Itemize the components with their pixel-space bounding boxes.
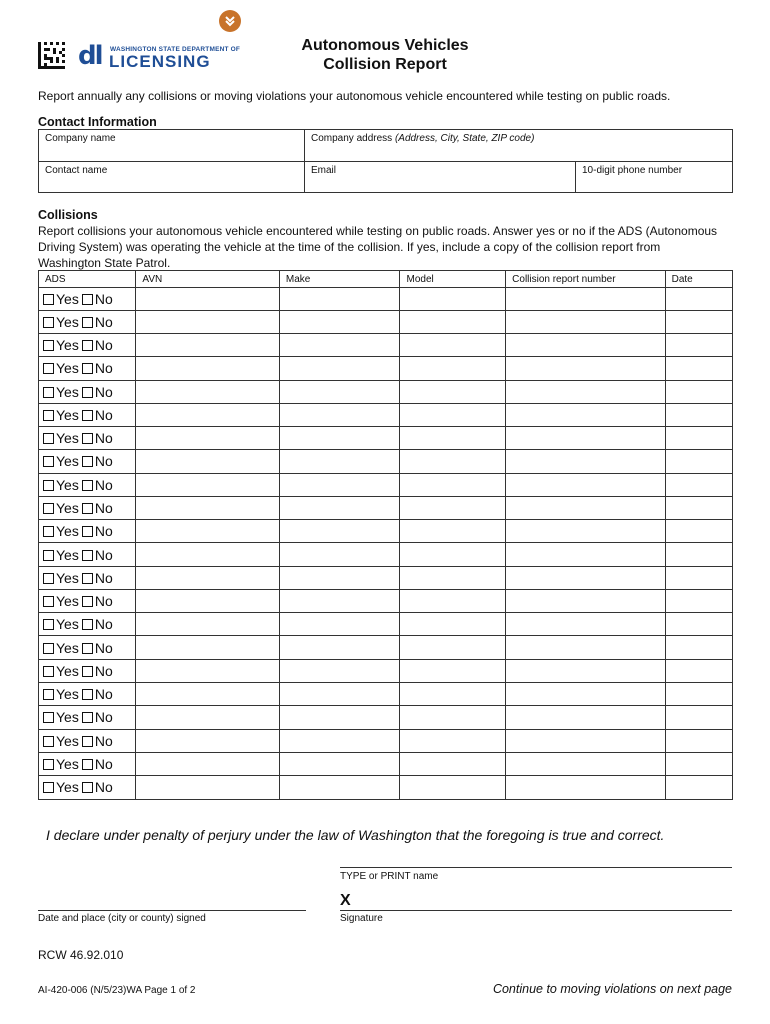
avn-cell[interactable] bbox=[136, 334, 279, 357]
ads-yes-checkbox[interactable] bbox=[43, 317, 54, 328]
ads-no-label: No bbox=[94, 406, 113, 423]
date-place-label: Date and place (city or county) signed bbox=[38, 913, 206, 924]
email-label: Email bbox=[311, 165, 337, 176]
make-cell[interactable] bbox=[279, 520, 400, 543]
report-number-cell[interactable] bbox=[506, 310, 665, 333]
logo-dept-line: WASHINGTON STATE DEPARTMENT OF bbox=[110, 46, 241, 53]
company-name-label: Company name bbox=[45, 133, 116, 144]
ads-yes-label: Yes bbox=[56, 755, 79, 772]
avn-cell[interactable] bbox=[136, 636, 279, 659]
ads-yes-label: Yes bbox=[56, 546, 79, 563]
date-cell[interactable] bbox=[665, 543, 732, 566]
date-cell[interactable] bbox=[665, 636, 732, 659]
ads-no-label: No bbox=[94, 755, 113, 772]
intro-text: Report annually any collisions or moving violations your autonomous vehicle encountered while testing on public roads. bbox=[38, 89, 671, 103]
model-cell[interactable] bbox=[400, 380, 506, 403]
signature-label: Signature bbox=[340, 913, 383, 924]
report-number-cell[interactable] bbox=[506, 776, 665, 799]
table-row bbox=[39, 729, 732, 752]
report-number-cell[interactable] bbox=[506, 334, 665, 357]
contact-name-field[interactable] bbox=[39, 162, 304, 192]
ads-no-checkbox[interactable] bbox=[82, 410, 93, 421]
table-row bbox=[39, 543, 732, 566]
make-cell[interactable] bbox=[279, 287, 400, 310]
table-row bbox=[39, 659, 732, 682]
avn-cell[interactable] bbox=[136, 520, 279, 543]
ads-yes-checkbox[interactable] bbox=[43, 666, 54, 677]
date-cell[interactable] bbox=[665, 566, 732, 589]
model-cell[interactable] bbox=[400, 520, 506, 543]
ads-cell bbox=[39, 659, 136, 682]
column-header: Collision report number bbox=[506, 271, 665, 287]
ads-no-checkbox[interactable] bbox=[82, 340, 93, 351]
date-cell[interactable] bbox=[665, 496, 732, 519]
ads-yes-label: Yes bbox=[56, 686, 79, 703]
collisions-table bbox=[38, 270, 733, 800]
date-cell[interactable] bbox=[665, 613, 732, 636]
ads-no-label: No bbox=[94, 313, 113, 330]
ads-no-checkbox[interactable] bbox=[82, 294, 93, 305]
ads-cell bbox=[39, 566, 136, 589]
table-row bbox=[39, 706, 732, 729]
model-cell[interactable] bbox=[400, 729, 506, 752]
model-cell[interactable] bbox=[400, 752, 506, 775]
company-address-field[interactable] bbox=[305, 130, 732, 161]
ads-no-checkbox[interactable] bbox=[82, 317, 93, 328]
make-cell[interactable] bbox=[279, 450, 400, 473]
model-cell[interactable] bbox=[400, 403, 506, 426]
make-cell[interactable] bbox=[279, 380, 400, 403]
report-number-cell[interactable] bbox=[506, 380, 665, 403]
ads-yes-checkbox[interactable] bbox=[43, 294, 54, 305]
ads-cell bbox=[39, 752, 136, 775]
model-cell[interactable] bbox=[400, 706, 506, 729]
date-cell[interactable] bbox=[665, 380, 732, 403]
ads-cell bbox=[39, 473, 136, 496]
dol-logo bbox=[78, 41, 241, 72]
avn-cell[interactable] bbox=[136, 357, 279, 380]
ads-no-label: No bbox=[94, 639, 113, 656]
make-cell[interactable] bbox=[279, 473, 400, 496]
collisions-description: Report collisions your autonomous vehicle encountered while testing on public roads. Answer yes or no if the ADS (Autonomous Driving System) was operating the vehicle at the time of the collision. If yes, include a copy of the collision report from Washington State Patrol. bbox=[38, 224, 718, 270]
ads-yes-label: Yes bbox=[56, 709, 79, 726]
contact-table bbox=[38, 129, 733, 193]
table-row bbox=[39, 683, 732, 706]
model-cell[interactable] bbox=[400, 473, 506, 496]
continue-note: Continue to moving violations on next page bbox=[492, 982, 732, 996]
table-row bbox=[39, 589, 732, 612]
ads-yes-label: Yes bbox=[56, 453, 79, 470]
report-number-cell[interactable] bbox=[506, 496, 665, 519]
ads-no-checkbox[interactable] bbox=[82, 666, 93, 677]
ads-cell bbox=[39, 520, 136, 543]
avn-cell[interactable] bbox=[136, 706, 279, 729]
ads-no-label: No bbox=[94, 360, 113, 377]
column-header: Model bbox=[400, 271, 506, 287]
company-name-field[interactable] bbox=[39, 130, 304, 161]
avn-cell[interactable] bbox=[136, 776, 279, 799]
date-cell[interactable] bbox=[665, 334, 732, 357]
barcode-icon bbox=[38, 42, 65, 69]
make-cell[interactable] bbox=[279, 636, 400, 659]
ads-no-label: No bbox=[94, 337, 113, 354]
ads-no-label: No bbox=[94, 453, 113, 470]
ads-no-checkbox[interactable] bbox=[82, 689, 93, 700]
report-number-cell[interactable] bbox=[506, 450, 665, 473]
report-number-cell[interactable] bbox=[506, 520, 665, 543]
table-row bbox=[39, 380, 732, 403]
ads-yes-label: Yes bbox=[56, 500, 79, 517]
column-header: AVN bbox=[136, 271, 279, 287]
date-cell[interactable] bbox=[665, 450, 732, 473]
form-number: AI-420-006 (N/5/23)WA Page 1 of 2 bbox=[38, 985, 196, 996]
ads-yes-label: Yes bbox=[56, 360, 79, 377]
ads-no-label: No bbox=[94, 686, 113, 703]
ads-yes-label: Yes bbox=[56, 732, 79, 749]
report-number-cell[interactable] bbox=[506, 589, 665, 612]
report-number-cell[interactable] bbox=[506, 683, 665, 706]
table-row bbox=[39, 403, 732, 426]
ads-no-label: No bbox=[94, 593, 113, 610]
model-cell[interactable] bbox=[400, 334, 506, 357]
ads-cell bbox=[39, 380, 136, 403]
make-cell[interactable] bbox=[279, 496, 400, 519]
make-cell[interactable] bbox=[279, 752, 400, 775]
make-cell[interactable] bbox=[279, 776, 400, 799]
make-cell[interactable] bbox=[279, 403, 400, 426]
date-cell[interactable] bbox=[665, 310, 732, 333]
avn-cell[interactable] bbox=[136, 566, 279, 589]
table-row bbox=[39, 473, 732, 496]
date-cell[interactable] bbox=[665, 357, 732, 380]
report-number-cell[interactable] bbox=[506, 636, 665, 659]
ads-yes-label: Yes bbox=[56, 430, 79, 447]
ads-no-checkbox[interactable] bbox=[82, 782, 93, 793]
ads-yes-label: Yes bbox=[56, 662, 79, 679]
ads-no-checkbox[interactable] bbox=[82, 456, 93, 467]
ads-no-checkbox[interactable] bbox=[82, 433, 93, 444]
ads-no-checkbox[interactable] bbox=[82, 643, 93, 654]
ads-yes-label: Yes bbox=[56, 406, 79, 423]
ads-yes-checkbox[interactable] bbox=[43, 736, 54, 747]
page-title bbox=[270, 36, 500, 74]
model-cell[interactable] bbox=[400, 310, 506, 333]
make-cell[interactable] bbox=[279, 659, 400, 682]
phone-label: 10-digit phone number bbox=[582, 165, 683, 176]
collisions-heading: Collisions bbox=[38, 208, 98, 222]
table-row bbox=[39, 752, 732, 775]
table-row bbox=[39, 334, 732, 357]
avn-cell[interactable] bbox=[136, 613, 279, 636]
avn-cell[interactable] bbox=[136, 380, 279, 403]
report-number-cell[interactable] bbox=[506, 613, 665, 636]
ads-yes-checkbox[interactable] bbox=[43, 503, 54, 514]
ads-cell bbox=[39, 636, 136, 659]
model-cell[interactable] bbox=[400, 659, 506, 682]
ads-yes-label: Yes bbox=[56, 337, 79, 354]
avn-cell[interactable] bbox=[136, 683, 279, 706]
report-number-cell[interactable] bbox=[506, 706, 665, 729]
contact-heading: Contact Information bbox=[38, 115, 157, 129]
model-cell[interactable] bbox=[400, 496, 506, 519]
ads-yes-checkbox[interactable] bbox=[43, 480, 54, 491]
make-cell[interactable] bbox=[279, 706, 400, 729]
ads-yes-label: Yes bbox=[56, 523, 79, 540]
ads-yes-checkbox[interactable] bbox=[43, 689, 54, 700]
avn-cell[interactable] bbox=[136, 659, 279, 682]
ads-yes-checkbox[interactable] bbox=[43, 759, 54, 770]
column-header: Make bbox=[279, 271, 400, 287]
ads-no-checkbox[interactable] bbox=[82, 550, 93, 561]
company-address-hint: (Address, City, State, ZIP code) bbox=[394, 133, 535, 144]
avn-cell[interactable] bbox=[136, 496, 279, 519]
ads-yes-checkbox[interactable] bbox=[43, 643, 54, 654]
column-header: Date bbox=[665, 271, 732, 287]
ads-yes-label: Yes bbox=[56, 779, 79, 796]
avn-cell[interactable] bbox=[136, 543, 279, 566]
date-cell[interactable] bbox=[665, 520, 732, 543]
model-cell[interactable] bbox=[400, 287, 506, 310]
make-cell[interactable] bbox=[279, 729, 400, 752]
avn-cell[interactable] bbox=[136, 450, 279, 473]
model-cell[interactable] bbox=[400, 683, 506, 706]
report-number-cell[interactable] bbox=[506, 287, 665, 310]
make-cell[interactable] bbox=[279, 566, 400, 589]
date-cell[interactable] bbox=[665, 776, 732, 799]
ads-yes-checkbox[interactable] bbox=[43, 363, 54, 374]
company-address-label: Company address bbox=[311, 133, 393, 144]
ads-yes-label: Yes bbox=[56, 569, 79, 586]
ads-yes-label: Yes bbox=[56, 476, 79, 493]
make-cell[interactable] bbox=[279, 357, 400, 380]
title-line-2: Collision Report bbox=[323, 56, 447, 73]
table-row bbox=[39, 566, 732, 589]
phone-field[interactable] bbox=[576, 162, 732, 192]
make-cell[interactable] bbox=[279, 543, 400, 566]
make-cell[interactable] bbox=[279, 613, 400, 636]
ads-cell bbox=[39, 729, 136, 752]
date-cell[interactable] bbox=[665, 427, 732, 450]
title-line-1: Autonomous Vehicles bbox=[301, 37, 469, 54]
model-cell[interactable] bbox=[400, 566, 506, 589]
table-row bbox=[39, 613, 732, 636]
report-number-cell[interactable] bbox=[506, 566, 665, 589]
ads-yes-checkbox[interactable] bbox=[43, 573, 54, 584]
report-number-cell[interactable] bbox=[506, 473, 665, 496]
report-number-cell[interactable] bbox=[506, 427, 665, 450]
ads-yes-checkbox[interactable] bbox=[43, 387, 54, 398]
ads-yes-label: Yes bbox=[56, 313, 79, 330]
ads-yes-checkbox[interactable] bbox=[43, 782, 54, 793]
table-row bbox=[39, 427, 732, 450]
ads-cell bbox=[39, 706, 136, 729]
ads-no-label: No bbox=[94, 709, 113, 726]
model-cell[interactable] bbox=[400, 636, 506, 659]
ads-cell bbox=[39, 357, 136, 380]
ads-yes-checkbox[interactable] bbox=[43, 712, 54, 723]
model-cell[interactable] bbox=[400, 357, 506, 380]
model-cell[interactable] bbox=[400, 543, 506, 566]
avn-cell[interactable] bbox=[136, 310, 279, 333]
ads-no-label: No bbox=[94, 430, 113, 447]
make-cell[interactable] bbox=[279, 589, 400, 612]
ads-yes-label: Yes bbox=[56, 383, 79, 400]
ads-cell bbox=[39, 287, 136, 310]
avn-cell[interactable] bbox=[136, 287, 279, 310]
ads-yes-label: Yes bbox=[56, 616, 79, 633]
model-cell[interactable] bbox=[400, 427, 506, 450]
ads-cell bbox=[39, 403, 136, 426]
ads-no-checkbox[interactable] bbox=[82, 712, 93, 723]
type-print-name-label: TYPE or PRINT name bbox=[340, 871, 439, 882]
date-cell[interactable] bbox=[665, 589, 732, 612]
declaration: I declare under penalty of perjury under the law of Washington that the foregoing is true and correct. bbox=[46, 827, 665, 843]
ads-yes-label: Yes bbox=[56, 593, 79, 610]
ads-yes-label: Yes bbox=[56, 290, 79, 307]
model-cell[interactable] bbox=[400, 589, 506, 612]
ads-no-checkbox[interactable] bbox=[82, 363, 93, 374]
ads-yes-checkbox[interactable] bbox=[43, 619, 54, 630]
avn-cell[interactable] bbox=[136, 752, 279, 775]
ads-cell bbox=[39, 543, 136, 566]
ads-cell bbox=[39, 334, 136, 357]
table-row bbox=[39, 287, 732, 310]
email-field[interactable] bbox=[305, 162, 575, 192]
logo-name: LICENSING bbox=[109, 52, 211, 71]
ads-yes-checkbox[interactable] bbox=[43, 410, 54, 421]
ads-yes-checkbox[interactable] bbox=[43, 456, 54, 467]
ads-no-checkbox[interactable] bbox=[82, 526, 93, 537]
ads-yes-checkbox[interactable] bbox=[43, 526, 54, 537]
date-cell[interactable] bbox=[665, 659, 732, 682]
date-cell[interactable] bbox=[665, 706, 732, 729]
report-number-cell[interactable] bbox=[506, 729, 665, 752]
ads-no-checkbox[interactable] bbox=[82, 759, 93, 770]
model-cell[interactable] bbox=[400, 450, 506, 473]
ads-yes-checkbox[interactable] bbox=[43, 550, 54, 561]
ads-yes-checkbox[interactable] bbox=[43, 596, 54, 607]
ads-cell bbox=[39, 427, 136, 450]
ads-cell bbox=[39, 310, 136, 333]
ads-no-label: No bbox=[94, 732, 113, 749]
date-cell[interactable] bbox=[665, 403, 732, 426]
table-row bbox=[39, 450, 732, 473]
ads-yes-checkbox[interactable] bbox=[43, 433, 54, 444]
ads-cell bbox=[39, 496, 136, 519]
make-cell[interactable] bbox=[279, 310, 400, 333]
ads-no-checkbox[interactable] bbox=[82, 573, 93, 584]
double-chevron-down-icon bbox=[224, 15, 236, 27]
avn-cell[interactable] bbox=[136, 403, 279, 426]
ads-cell bbox=[39, 589, 136, 612]
report-number-cell[interactable] bbox=[506, 357, 665, 380]
avn-cell[interactable] bbox=[136, 589, 279, 612]
ads-no-label: No bbox=[94, 500, 113, 517]
ads-no-label: No bbox=[94, 616, 113, 633]
ads-cell bbox=[39, 776, 136, 799]
ads-yes-checkbox[interactable] bbox=[43, 340, 54, 351]
date-cell[interactable] bbox=[665, 287, 732, 310]
column-header: ADS bbox=[39, 271, 136, 287]
report-number-cell[interactable] bbox=[506, 403, 665, 426]
ads-no-label: No bbox=[94, 546, 113, 563]
scroll-down-button[interactable] bbox=[219, 10, 241, 32]
ads-no-checkbox[interactable] bbox=[82, 480, 93, 491]
ads-no-label: No bbox=[94, 662, 113, 679]
ads-no-checkbox[interactable] bbox=[82, 503, 93, 514]
report-number-cell[interactable] bbox=[506, 752, 665, 775]
make-cell[interactable] bbox=[279, 427, 400, 450]
ads-no-label: No bbox=[94, 779, 113, 796]
signature-x-mark: X bbox=[340, 892, 351, 909]
ads-no-checkbox[interactable] bbox=[82, 619, 93, 630]
ads-no-checkbox[interactable] bbox=[82, 596, 93, 607]
table-row bbox=[39, 636, 732, 659]
ads-yes-label: Yes bbox=[56, 639, 79, 656]
table-row bbox=[39, 496, 732, 519]
ads-cell bbox=[39, 683, 136, 706]
ads-no-label: No bbox=[94, 383, 113, 400]
ads-no-label: No bbox=[94, 523, 113, 540]
date-cell[interactable] bbox=[665, 473, 732, 496]
rcw-reference: RCW 46.92.010 bbox=[38, 948, 124, 962]
report-number-cell[interactable] bbox=[506, 543, 665, 566]
contact-name-label: Contact name bbox=[45, 165, 108, 176]
table-row bbox=[39, 357, 732, 380]
ads-no-label: No bbox=[94, 290, 113, 307]
date-cell[interactable] bbox=[665, 729, 732, 752]
ads-no-checkbox[interactable] bbox=[82, 387, 93, 398]
ads-cell bbox=[39, 613, 136, 636]
date-cell[interactable] bbox=[665, 683, 732, 706]
avn-cell[interactable] bbox=[136, 473, 279, 496]
model-cell[interactable] bbox=[400, 776, 506, 799]
table-row bbox=[39, 310, 732, 333]
ads-no-label: No bbox=[94, 569, 113, 586]
ads-no-checkbox[interactable] bbox=[82, 736, 93, 747]
report-number-cell[interactable] bbox=[506, 659, 665, 682]
logo-mark: dl bbox=[78, 41, 102, 71]
model-cell[interactable] bbox=[400, 613, 506, 636]
ads-cell bbox=[39, 450, 136, 473]
make-cell[interactable] bbox=[279, 334, 400, 357]
table-row bbox=[39, 776, 732, 799]
ads-no-label: No bbox=[94, 476, 113, 493]
avn-cell[interactable] bbox=[136, 729, 279, 752]
date-cell[interactable] bbox=[665, 752, 732, 775]
make-cell[interactable] bbox=[279, 683, 400, 706]
table-row bbox=[39, 520, 732, 543]
avn-cell[interactable] bbox=[136, 427, 279, 450]
